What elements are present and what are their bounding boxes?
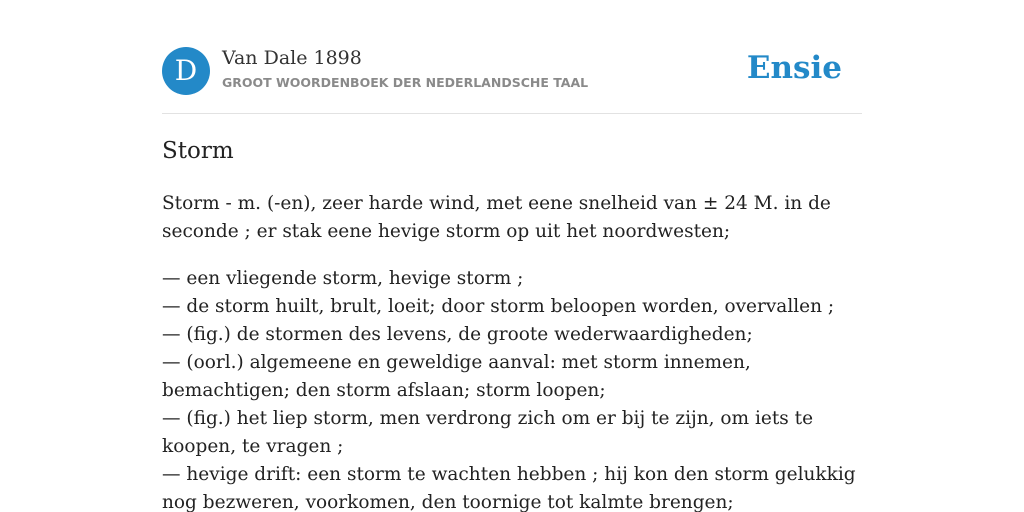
sense-item: — hevige drift: een storm te wachten hebben ; hij kon den storm gelukkig nog bezweren, voorkomen, den toornige tot kalmte brengen; xyxy=(162,464,856,512)
sense-item: — een vliegende storm, hevige storm ; xyxy=(162,268,524,289)
site-header xyxy=(162,46,862,96)
ensie-logo[interactable]: Ensie xyxy=(746,50,842,86)
sense-item: — (oorl.) algemeene en geweldige aanval: met storm innemen, bemachtigen; den storm afslaan; storm loopen; xyxy=(162,352,751,401)
entry-senses xyxy=(162,265,862,512)
entry-definition: Storm - m. (-en), zeer harde wind, met eene snelheid van ± 24 M. in de seconde ; er stak eene hevige storm op uit het noordwesten; xyxy=(162,193,831,242)
sense-item: — de storm huilt, brult, loeit; door storm beloopen worden, overvallen ; xyxy=(162,296,835,317)
dictionary-logo[interactable]: D xyxy=(162,47,210,95)
sense-item: — (fig.) het liep storm, men verdrong zich om er bij te zijn, om iets te koopen, te vragen ; xyxy=(162,408,814,457)
header-divider xyxy=(162,113,862,114)
dictionary-subtitle: GROOT WOORDENBOEK DER NEDERLANDSCHE TAAL xyxy=(222,75,589,90)
dictionary-title[interactable]: Van Dale 1898 xyxy=(222,47,362,69)
sense-item: — (fig.) de stormen des levens, de groote wederwaardigheden; xyxy=(162,324,753,345)
entry-headword: Storm xyxy=(162,138,234,164)
